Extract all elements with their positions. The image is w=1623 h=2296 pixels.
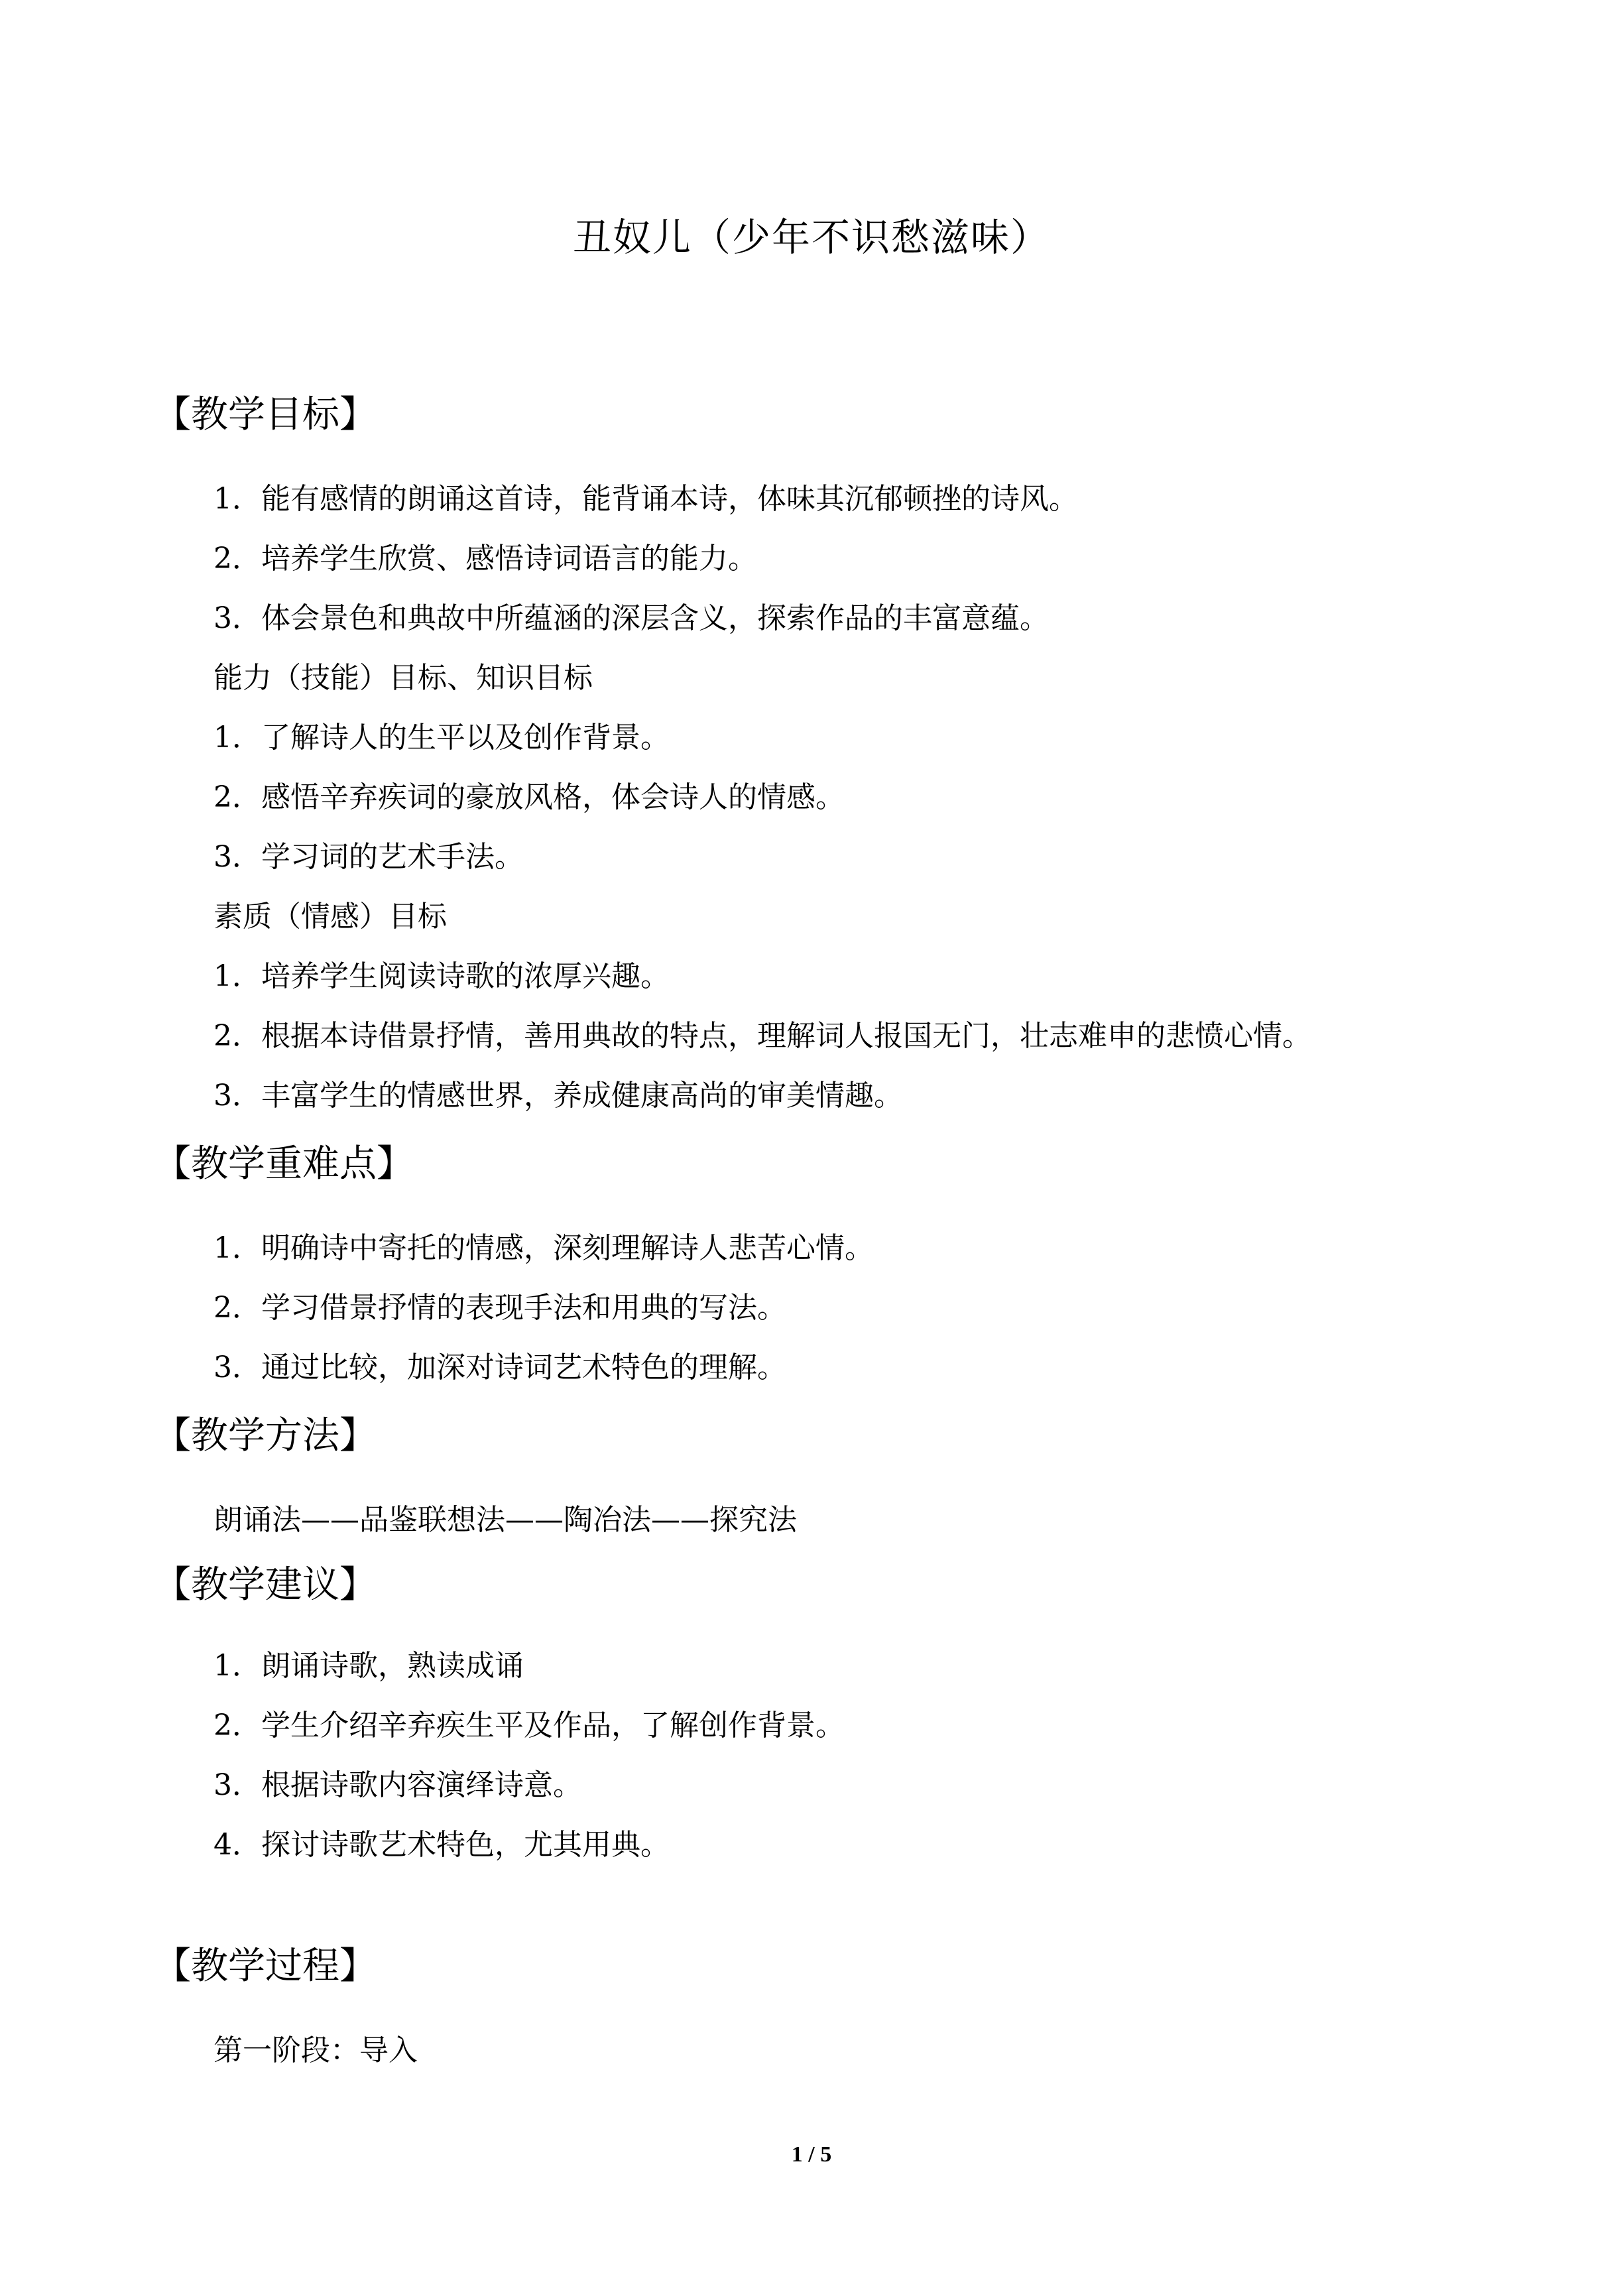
- heading-process: 【教学过程】: [154, 1945, 377, 1988]
- heading-methods: 【教学方法】: [154, 1414, 377, 1457]
- suggestion-item-1: 1．朗诵诗歌，熟读成诵: [213, 1649, 524, 1683]
- ability-item-3: 3．学习词的艺术手法。: [213, 840, 524, 874]
- objective-item-3: 3．体会景色和典故中所蕴涵的深层含义，探索作品的丰富意蕴。: [213, 601, 1049, 635]
- objective-item-2: 2．培养学生欣赏、感悟诗词语言的能力。: [213, 542, 757, 575]
- heading-suggestions: 【教学建议】: [154, 1563, 377, 1606]
- heading-key-points: 【教学重难点】: [154, 1142, 414, 1185]
- suggestion-item-4: 4．探讨诗歌艺术特色，尤其用典。: [213, 1828, 670, 1862]
- suggestion-item-2: 2．学生介绍辛弃疾生平及作品，了解创作背景。: [213, 1709, 845, 1742]
- quality-label: 素质（情感）目标: [213, 900, 447, 934]
- key-point-item-2: 2．学习借景抒情的表现手法和用典的写法。: [213, 1291, 786, 1325]
- heading-objectives: 【教学目标】: [154, 393, 377, 436]
- quality-item-1: 1．培养学生阅读诗歌的浓厚兴趣。: [213, 959, 670, 993]
- page-number: 1 / 5: [791, 2142, 832, 2167]
- ability-label: 能力（技能）目标、知识目标: [213, 661, 593, 695]
- key-point-item-1: 1．明确诗中寄托的情感，深刻理解诗人悲苦心情。: [213, 1231, 874, 1265]
- key-point-item-3: 3．通过比较，加深对诗词艺术特色的理解。: [213, 1351, 786, 1384]
- suggestion-item-3: 3．根据诗歌内容演绎诗意。: [213, 1768, 582, 1802]
- methods-text: 朗诵法——品鉴联想法——陶冶法——探究法: [213, 1503, 797, 1537]
- process-stage-one: 第一阶段：导入: [213, 2033, 418, 2067]
- ability-item-2: 2．感悟辛弃疾词的豪放风格，体会诗人的情感。: [213, 780, 845, 814]
- ability-item-1: 1．了解诗人的生平以及创作背景。: [213, 721, 670, 755]
- quality-item-2: 2．根据本诗借景抒情，善用典故的特点，理解词人报国无门，壮志难申的悲愤心情。: [213, 1019, 1311, 1053]
- quality-item-3: 3．丰富学生的情感世界，养成健康高尚的审美情趣。: [213, 1079, 903, 1113]
- document-title: 丑奴儿（少年不识愁滋味）: [572, 215, 1050, 260]
- objective-item-1: 1．能有感情的朗诵这首诗，能背诵本诗，体味其沉郁顿挫的诗风。: [213, 482, 1078, 516]
